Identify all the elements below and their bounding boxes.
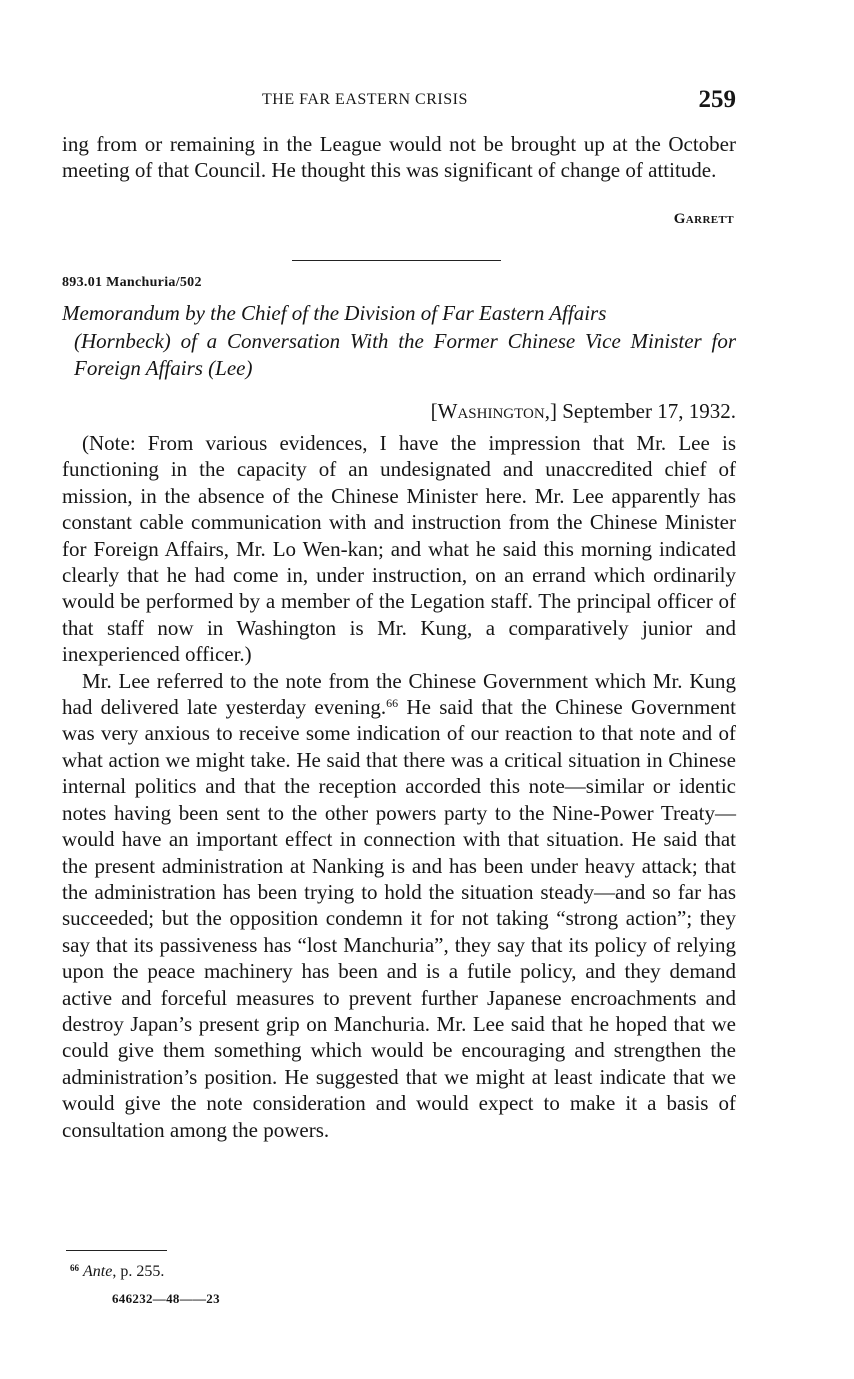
memorandum-body [62, 430, 736, 1143]
footnote-mark: 66 [70, 1263, 79, 1273]
dateline [431, 399, 736, 424]
footnote-italic: Ante [83, 1263, 113, 1280]
running-head [62, 86, 736, 116]
note-paragraph: (Note: From various evidences, I have the impression that Mr. Lee is functioning in the capacity of an undesignated and unaccredited chief of mission, in the absence of the Chinese Minister here. Mr. Lee apparently has constant cable communication with and instruction from the Chinese Minister for Foreign Affairs, Mr. Lo Wen-kan; and what he said this morning indicated clearly that he had come in, under instruction, on an errand which ordinarily would be performed by a member of the Legation staff. The principal officer of that staff now in Washington is Mr. Kung, a comparatively junior and inexperienced officer.) [62, 431, 736, 667]
footnote-text: , p. 255. [112, 1263, 165, 1280]
body-text-part2: He said that the Chinese Government was very anxious to receive some indication of our reaction to that note and of what action we might take. He said that there was a critical situation in Chinese internal politics and that the reception accorded this note—similar or identic notes having been sent to the other powers party to the Nine-Power Treaty—would have an important effect in connection with that situation. He said that the present administration at Nanking is and has been under heavy attack; that the administration has been trying to hold the situation steady—and so far has succeeded; but the opposition condemn it for not taking “strong action”; they say that its passiveness has “lost Manchuria”, they say that its policy of relying upon the peace machinery has been and is a futile policy, and they demand active and forceful measures to prevent further Japanese encroachments and destroy Japan’s present grip on Manchuria. Mr. Lee said that he hoped that we could give them something which would be encouraging and strengthen the administration’s position. He suggested that we might at least indicate that we would give the note consideration and would expect to make it a basis of consultation among the powers. [62, 695, 736, 1142]
section-divider [292, 260, 501, 261]
continuation-paragraph: ing from or remaining in the League would not be brought up at the October meeting of that Council. He thought this was significant of change of attitude. [62, 132, 736, 183]
document-title [62, 300, 736, 383]
running-title: THE FAR EASTERN CRISIS [262, 91, 468, 108]
document-title-line1: Memorandum by the Chief of the Division of Far Eastern Affairs [62, 301, 607, 325]
dateline-date: September 17, 1932. [562, 399, 736, 423]
footnote [70, 1263, 164, 1281]
body-text-part1: Mr. Lee referred to the note from the Chinese Government which Mr. Kung had delivered late yesterday evening. [62, 668, 736, 720]
signature: Garrett [673, 211, 734, 227]
print-code: 646232—48——23 [112, 1291, 220, 1306]
footnote-divider [66, 1250, 167, 1251]
body-paragraph [62, 668, 736, 1143]
document-title-continuation: (Hornbeck) of a Conversation With the Former Chinese Vice Minister for Foreign Affairs (Lee) [74, 328, 736, 380]
continuation-block [62, 131, 736, 184]
dateline-place: [Washington,] [430, 399, 557, 423]
page-number: 259 [698, 86, 736, 113]
footnote-reference: 66 [386, 696, 399, 711]
file-reference: 893.01 Manchuria/502 [62, 275, 202, 290]
page-content [62, 0, 736, 1379]
